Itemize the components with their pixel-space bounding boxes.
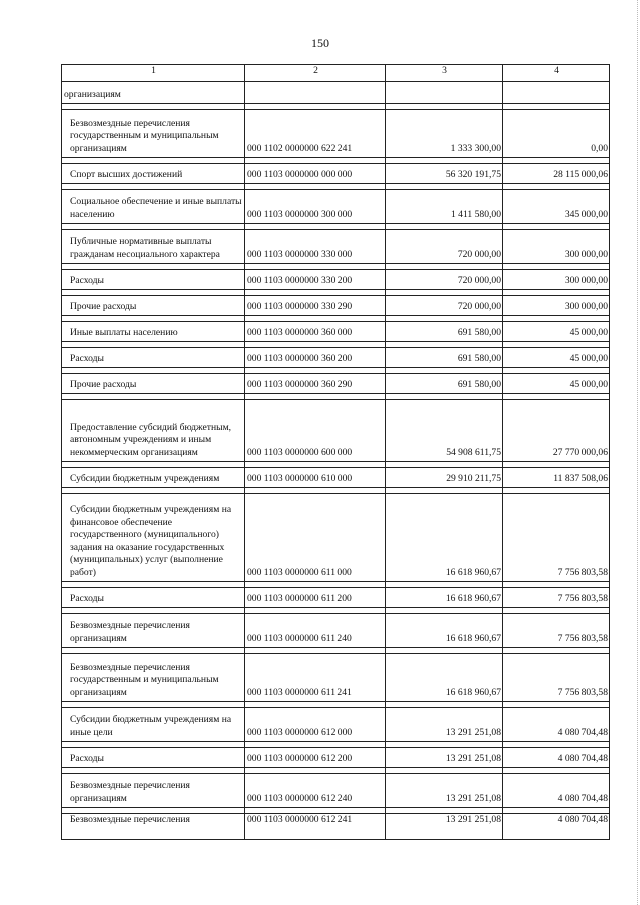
row-name: [62, 614, 245, 648]
row-code: 000 1103 0000000 330 000: [245, 230, 386, 264]
header-cell-3: 3: [386, 65, 503, 82]
table-row: [62, 348, 610, 368]
row-name-text: Предоставление субсидий бюджетным, автономным учреждениям и иным некоммерческим организациям: [70, 421, 232, 458]
row-value-col4: 45 000,00: [503, 322, 610, 342]
row-name-text: Расходы: [70, 352, 105, 364]
row-code: 000 1103 0000000 330 290: [245, 296, 386, 316]
table-row: [62, 296, 610, 316]
row-code: 000 1103 0000000 612 000: [245, 708, 386, 742]
row-value-col3: 16 618 960,67: [386, 588, 503, 608]
table-row: [62, 468, 610, 488]
row-name-text: Безвозмездные перечисления организациям: [70, 620, 190, 644]
row-value-col4: 28 115 000,06: [503, 164, 610, 184]
row-value-col4: 4 080 704,48: [503, 748, 610, 768]
row-name-text: Расходы: [70, 752, 105, 764]
table-row: [62, 588, 610, 608]
page-number: 150: [311, 36, 329, 50]
row-name-text: Спорт высших достижений: [70, 168, 183, 180]
row-value-col4: 7 756 803,58: [503, 588, 610, 608]
row-code: 000 1103 0000000 612 200: [245, 748, 386, 768]
row-name-text: Иные выплаты населению: [70, 326, 178, 338]
row-value-col3: 16 618 960,67: [386, 654, 503, 702]
row-value-col4: 0,00: [503, 110, 610, 158]
row-name-text: Субсидии бюджетным учреждениям на иные цели: [70, 714, 232, 738]
row-name: [62, 230, 245, 264]
row-value-col3: 16 618 960,67: [386, 614, 503, 648]
row-code: 000 1103 0000000 611 000: [245, 494, 386, 582]
table-row: [62, 814, 610, 840]
row-name: [62, 110, 245, 158]
row-name-text: Прочие расходы: [70, 378, 137, 390]
row-code: 000 1103 0000000 611 200: [245, 588, 386, 608]
row-value-col3: 720 000,00: [386, 230, 503, 264]
row-name-text: организациям: [64, 88, 121, 100]
row-value-col3: 720 000,00: [386, 296, 503, 316]
row-value-col3: 56 320 191,75: [386, 164, 503, 184]
row-value-col3: 720 000,00: [386, 270, 503, 290]
row-value-col3: 13 291 251,08: [386, 708, 503, 742]
row-code: 000 1103 0000000 600 000: [245, 400, 386, 462]
row-value-col4: 300 000,00: [503, 230, 610, 264]
row-code: 000 1103 0000000 612 241: [245, 814, 386, 840]
budget-table: [61, 64, 610, 840]
row-name: [62, 190, 245, 224]
row-name-text: Субсидии бюджетным учреждениям: [70, 472, 220, 484]
row-value-col3: 13 291 251,08: [386, 814, 503, 840]
table-row: [62, 164, 610, 184]
row-value-col3: 13 291 251,08: [386, 774, 503, 808]
header-cell-4: 4: [503, 65, 610, 82]
row-value-col4: 11 837 508,06: [503, 468, 610, 488]
row-value-col4: 7 756 803,58: [503, 654, 610, 702]
row-name: [62, 348, 245, 368]
row-name: [62, 468, 245, 488]
header-cell-2: 2: [245, 65, 386, 82]
row-name: [62, 708, 245, 742]
table-row: [62, 190, 610, 224]
row-value-col4: 7 756 803,58: [503, 494, 610, 582]
row-name-text: Расходы: [70, 592, 105, 604]
row-code: 000 1103 0000000 360 200: [245, 348, 386, 368]
row-value-col3: 691 580,00: [386, 374, 503, 394]
row-code: 000 1103 0000000 360 290: [245, 374, 386, 394]
table-row: [62, 494, 610, 582]
budget-table-body: [62, 65, 610, 840]
table-header-row: [62, 65, 610, 82]
row-name: [62, 82, 245, 104]
row-name: [62, 270, 245, 290]
table-row: [62, 322, 610, 342]
row-value-col4: 300 000,00: [503, 270, 610, 290]
row-value-col3: 54 908 611,75: [386, 400, 503, 462]
row-name-text: Субсидии бюджетным учреждениям на финансовое обеспечение государственного (муниципального) задания на оказание государственных (муниципальных) услуг (выполнение работ): [70, 504, 232, 578]
row-name: [62, 322, 245, 342]
row-value-col4: 27 770 000,06: [503, 400, 610, 462]
table-row: [62, 400, 610, 462]
row-value-col4: 4 080 704,48: [503, 774, 610, 808]
table-row: [62, 230, 610, 264]
row-value-col3: 1 411 580,00: [386, 190, 503, 224]
table-row: [62, 654, 610, 702]
row-value-col3: 29 910 211,75: [386, 468, 503, 488]
row-code: 000 1103 0000000 611 240: [245, 614, 386, 648]
row-name: [62, 748, 245, 768]
table-row: [62, 774, 610, 808]
table-row: [62, 82, 610, 104]
row-code: 000 1103 0000000 330 200: [245, 270, 386, 290]
row-code: 000 1103 0000000 000 000: [245, 164, 386, 184]
page-edge-line: [637, 0, 639, 905]
row-value-col4: 45 000,00: [503, 374, 610, 394]
table-row: [62, 614, 610, 648]
row-value-col3: 691 580,00: [386, 322, 503, 342]
row-name-text: Безвозмездные перечисления государственным и муниципальным организациям: [70, 117, 219, 154]
row-name: [62, 374, 245, 394]
row-name: [62, 814, 245, 840]
row-name: [62, 296, 245, 316]
row-name-text: Безвозмездные перечисления государственным и муниципальным организациям: [70, 661, 219, 698]
table-row: [62, 708, 610, 742]
row-value-col3: 16 618 960,67: [386, 494, 503, 582]
row-name-text: Безвозмездные перечисления организациям: [70, 780, 190, 804]
row-name-text: Расходы: [70, 274, 105, 286]
row-value-col3: 691 580,00: [386, 348, 503, 368]
row-value-col3: [386, 82, 503, 104]
row-value-col3: 13 291 251,08: [386, 748, 503, 768]
row-code: 000 1103 0000000 611 241: [245, 654, 386, 702]
row-name-text: Прочие расходы: [70, 300, 137, 312]
row-value-col4: 45 000,00: [503, 348, 610, 368]
row-value-col4: 300 000,00: [503, 296, 610, 316]
row-value-col4: 4 080 704,48: [503, 814, 610, 840]
row-code: 000 1103 0000000 612 240: [245, 774, 386, 808]
row-value-col4: 345 000,00: [503, 190, 610, 224]
row-name: [62, 164, 245, 184]
row-value-col4: 7 756 803,58: [503, 614, 610, 648]
table-row: [62, 270, 610, 290]
row-code: 000 1103 0000000 610 000: [245, 468, 386, 488]
row-name: [62, 400, 245, 462]
row-code: 000 1102 0000000 622 241: [245, 110, 386, 158]
header-cell-1: 1: [62, 65, 245, 82]
row-name: [62, 588, 245, 608]
row-value-col4: [503, 82, 610, 104]
row-code: 000 1103 0000000 360 000: [245, 322, 386, 342]
row-value-col3: 1 333 300,00: [386, 110, 503, 158]
row-name-text: Социальное обеспечение и иные выплаты населению: [70, 196, 242, 220]
table-row: [62, 374, 610, 394]
row-name-text: Публичные нормативные выплаты гражданам несоциального характера: [70, 236, 220, 260]
row-value-col4: 4 080 704,48: [503, 708, 610, 742]
row-name: [62, 494, 245, 582]
row-name-text: Безвозмездные перечисления: [70, 814, 190, 825]
table-row: [62, 110, 610, 158]
row-name: [62, 654, 245, 702]
row-code: 000 1103 0000000 300 000: [245, 190, 386, 224]
table-row: [62, 748, 610, 768]
row-code: [245, 82, 386, 104]
row-name: [62, 774, 245, 808]
